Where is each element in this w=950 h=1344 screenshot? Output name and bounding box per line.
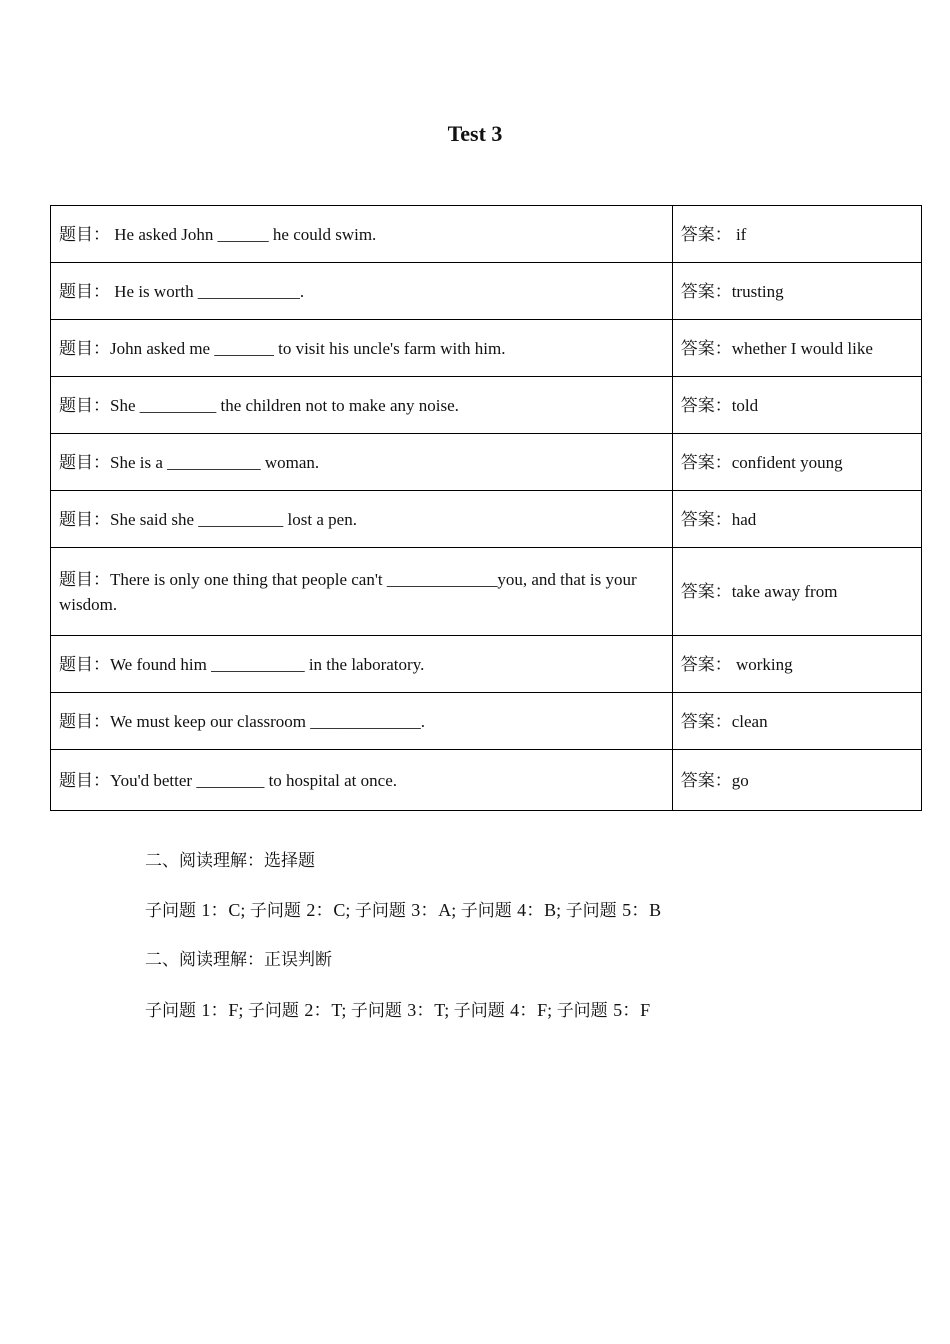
question-text: He asked John ______ he could swim. [110, 224, 377, 244]
question-cell [51, 434, 673, 491]
question-text: There is only one thing that people can't _____________you, and that is your wisdom. [59, 569, 637, 614]
question-cell [51, 636, 673, 693]
answer-cell [672, 750, 921, 811]
table-row [51, 750, 922, 811]
answer-prefix: 答案： [680, 224, 732, 244]
question-prefix: 题目： [59, 569, 110, 589]
question-prefix: 题目： [59, 281, 110, 301]
sub-question-answer: 1：C; [201, 900, 250, 920]
sub-question-label: 子问题 [247, 1001, 305, 1021]
question-answer-table [50, 205, 922, 811]
question-text: We must keep our classroom _____________. [110, 711, 425, 731]
sub-question-label: 子问题 [453, 1001, 511, 1021]
question-prefix: 题目： [59, 509, 110, 529]
answer-prefix: 答案： [680, 452, 732, 472]
sub-question-answer: 3：A; [411, 900, 461, 920]
sub-question-label: 子问题 [145, 1001, 202, 1021]
answer-cell [672, 377, 921, 434]
question-prefix: 题目： [59, 395, 110, 415]
question-prefix: 题目： [59, 452, 110, 472]
answer-cell [672, 636, 921, 693]
sub-question-label: 子问题 [145, 901, 202, 921]
answers-true-false [145, 998, 650, 1023]
answer-cell [672, 693, 921, 750]
answer-prefix: 答案： [680, 509, 732, 529]
question-text: She said she __________ lost a pen. [110, 509, 357, 529]
answers-multiple-choice [145, 898, 661, 923]
table-row [51, 548, 922, 636]
answer-text: told [731, 395, 759, 415]
answer-prefix: 答案： [680, 711, 732, 731]
answer-text: whether I would like [731, 338, 873, 358]
answer-prefix: 答案： [680, 281, 732, 301]
answer-prefix: 答案： [680, 338, 732, 358]
question-cell [51, 377, 673, 434]
answer-text: if [731, 224, 747, 244]
sub-question-label: 子问题 [565, 901, 623, 921]
answer-prefix: 答案： [680, 395, 732, 415]
table-row [51, 263, 922, 320]
answer-text: working [731, 654, 793, 674]
question-text: She is a ___________ woman. [110, 452, 320, 472]
question-prefix: 题目： [59, 224, 110, 244]
question-prefix: 题目： [59, 711, 110, 731]
answer-cell [672, 263, 921, 320]
question-prefix: 题目： [59, 654, 110, 674]
table-row [51, 636, 922, 693]
answer-cell [672, 320, 921, 377]
answer-prefix: 答案： [680, 582, 732, 601]
question-cell [51, 750, 673, 811]
question-prefix: 题目： [59, 770, 110, 790]
table-row [51, 320, 922, 377]
sub-question-label: 子问题 [249, 901, 307, 921]
question-text: You'd better ________ to hospital at once. [110, 770, 397, 790]
answer-text: trusting [731, 281, 784, 301]
table-row [51, 434, 922, 491]
question-cell [51, 548, 673, 636]
table-row [51, 491, 922, 548]
question-text: He is worth ____________. [110, 281, 305, 301]
answer-prefix: 答案： [680, 770, 732, 790]
question-text: She _________ the children not to make any noise. [110, 395, 459, 415]
question-cell [51, 693, 673, 750]
answer-text: clean [731, 711, 768, 731]
sub-question-answer: 5：F [613, 1000, 651, 1020]
table-row [51, 377, 922, 434]
table-row [51, 693, 922, 750]
sub-question-label: 子问题 [460, 901, 518, 921]
sub-question-answer: 1：F; [201, 1000, 248, 1020]
answer-cell [672, 206, 921, 263]
answer-text: had [731, 509, 757, 529]
sub-question-answer: 2：T; [304, 1000, 351, 1020]
section-heading-true-false: 二、阅读理解：正误判断 [145, 950, 332, 970]
page-title: Test 3 [447, 121, 503, 146]
answer-text: take away from [731, 582, 838, 601]
answer-text: go [731, 770, 749, 790]
question-cell [51, 491, 673, 548]
question-cell [51, 263, 673, 320]
answer-text: confident young [731, 452, 843, 472]
table-row [51, 206, 922, 263]
question-prefix: 题目： [59, 338, 110, 358]
answer-cell [672, 548, 921, 636]
sub-question-answer: 4：F; [510, 1000, 557, 1020]
answer-cell [672, 434, 921, 491]
question-text: We found him ___________ in the laboratory. [110, 654, 425, 674]
section-heading-multiple-choice: 二、阅读理解：选择题 [145, 851, 315, 871]
question-cell [51, 320, 673, 377]
answer-prefix: 答案： [680, 654, 732, 674]
sub-question-label: 子问题 [350, 1001, 408, 1021]
answer-cell [672, 491, 921, 548]
sub-question-answer: 4：B; [517, 900, 566, 920]
sub-question-answer: 3：T; [407, 1000, 454, 1020]
sub-question-label: 子问题 [354, 901, 412, 921]
question-cell [51, 206, 673, 263]
sub-question-answer: 5：B [622, 900, 662, 920]
sub-question-answer: 2：C; [306, 900, 355, 920]
sub-question-label: 子问题 [556, 1001, 614, 1021]
question-text: John asked me _______ to visit his uncle's farm with him. [110, 338, 506, 358]
